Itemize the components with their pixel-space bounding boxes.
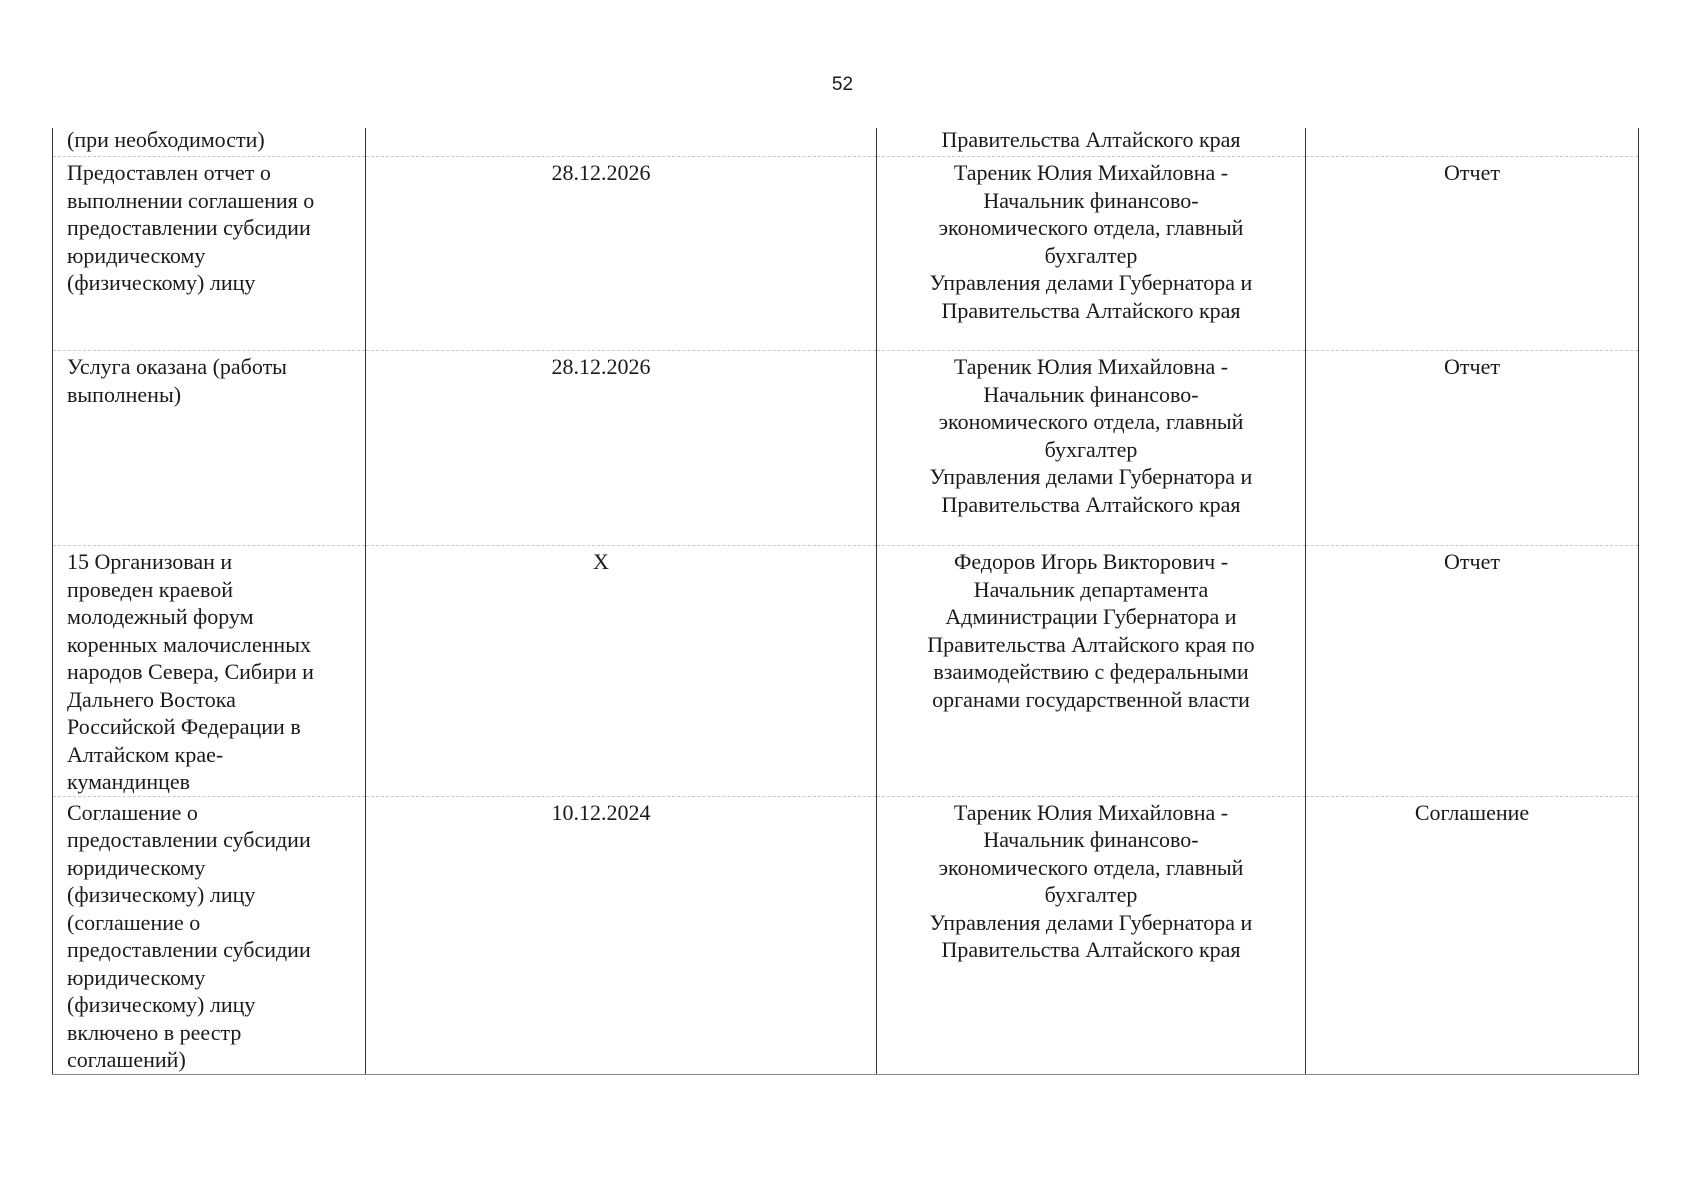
document-cell (1306, 157, 1639, 351)
document-text: Соглашение (1414, 799, 1530, 825)
responsible-text: Федоров Игорь Викторович - Начальник департамента Администрации Губернатора и Правительства Алтайского края по взаимодействию с федеральными органами государственной власти (927, 549, 1255, 712)
document-cell (1306, 128, 1639, 157)
responsible-text: Тареник Юлия Михайловна - Начальник финансово- экономического отдела, главный бухгалтер Управления делами Губернатора и Правительства Алтайского края (929, 799, 1253, 962)
table-row (53, 351, 1639, 546)
date-cell (366, 546, 877, 797)
responsible-text: Правительства Алтайского края (941, 127, 1241, 152)
table-row (53, 157, 1639, 351)
date-cell (366, 351, 877, 546)
date-text: 10.12.2024 (551, 799, 651, 825)
responsible-text: Тареник Юлия Михайловна - Начальник финансово- экономического отдела, главный бухгалтер Управления делами Губернатора и Правительства Алтайского края (929, 160, 1253, 323)
document-text: Отчет (1444, 160, 1500, 185)
event-cell (53, 157, 366, 351)
responsible-text: Тареник Юлия Михайловна - Начальник финансово- экономического отдела, главный бухгалтер Управления делами Губернатора и Правительства Алтайского края (929, 354, 1253, 517)
document-cell (1306, 546, 1639, 797)
table-row (53, 796, 1639, 1074)
table-row (53, 546, 1639, 797)
responsible-cell (877, 157, 1306, 351)
event-text: Соглашение о предоставлении субсидии юридическому (физическому) лицу (соглашение о предоставлении субсидии юридическому (физическому) лицу включено в реестр соглашений) (67, 799, 311, 1072)
document-cell (1306, 796, 1639, 1074)
date-text: 28.12.2026 (551, 160, 651, 185)
document-text: Отчет (1444, 354, 1500, 379)
responsible-cell (877, 796, 1306, 1074)
date-text: X (593, 549, 609, 574)
event-text: (при необходимости) (67, 127, 265, 152)
event-text: 15 Организован и проведен краевой молодежный форум коренных малочисленных народов Севера, Сибири и Дальнего Востока Российской Федерации в Алтайском крае- кумандинцев (67, 549, 314, 794)
date-cell (366, 128, 877, 157)
responsible-cell (877, 128, 1306, 157)
document-cell (1306, 351, 1639, 546)
date-cell (366, 796, 877, 1074)
event-text: Услуга оказана (работы выполнены) (67, 354, 287, 407)
event-cell (53, 796, 366, 1074)
event-cell (53, 351, 366, 546)
page-number: 52 (831, 74, 854, 95)
date-cell (366, 157, 877, 351)
event-cell (53, 128, 366, 157)
event-text: Предоставлен отчет о выполнении соглашения о предоставлении субсидии юридическому (физическому) лицу (67, 160, 315, 295)
table-row (53, 128, 1639, 157)
event-cell (53, 546, 366, 797)
responsible-cell (877, 546, 1306, 797)
responsible-cell (877, 351, 1306, 546)
document-text: Отчет (1444, 549, 1500, 574)
control-points-table (52, 128, 1639, 1075)
date-text: 28.12.2026 (551, 354, 651, 379)
